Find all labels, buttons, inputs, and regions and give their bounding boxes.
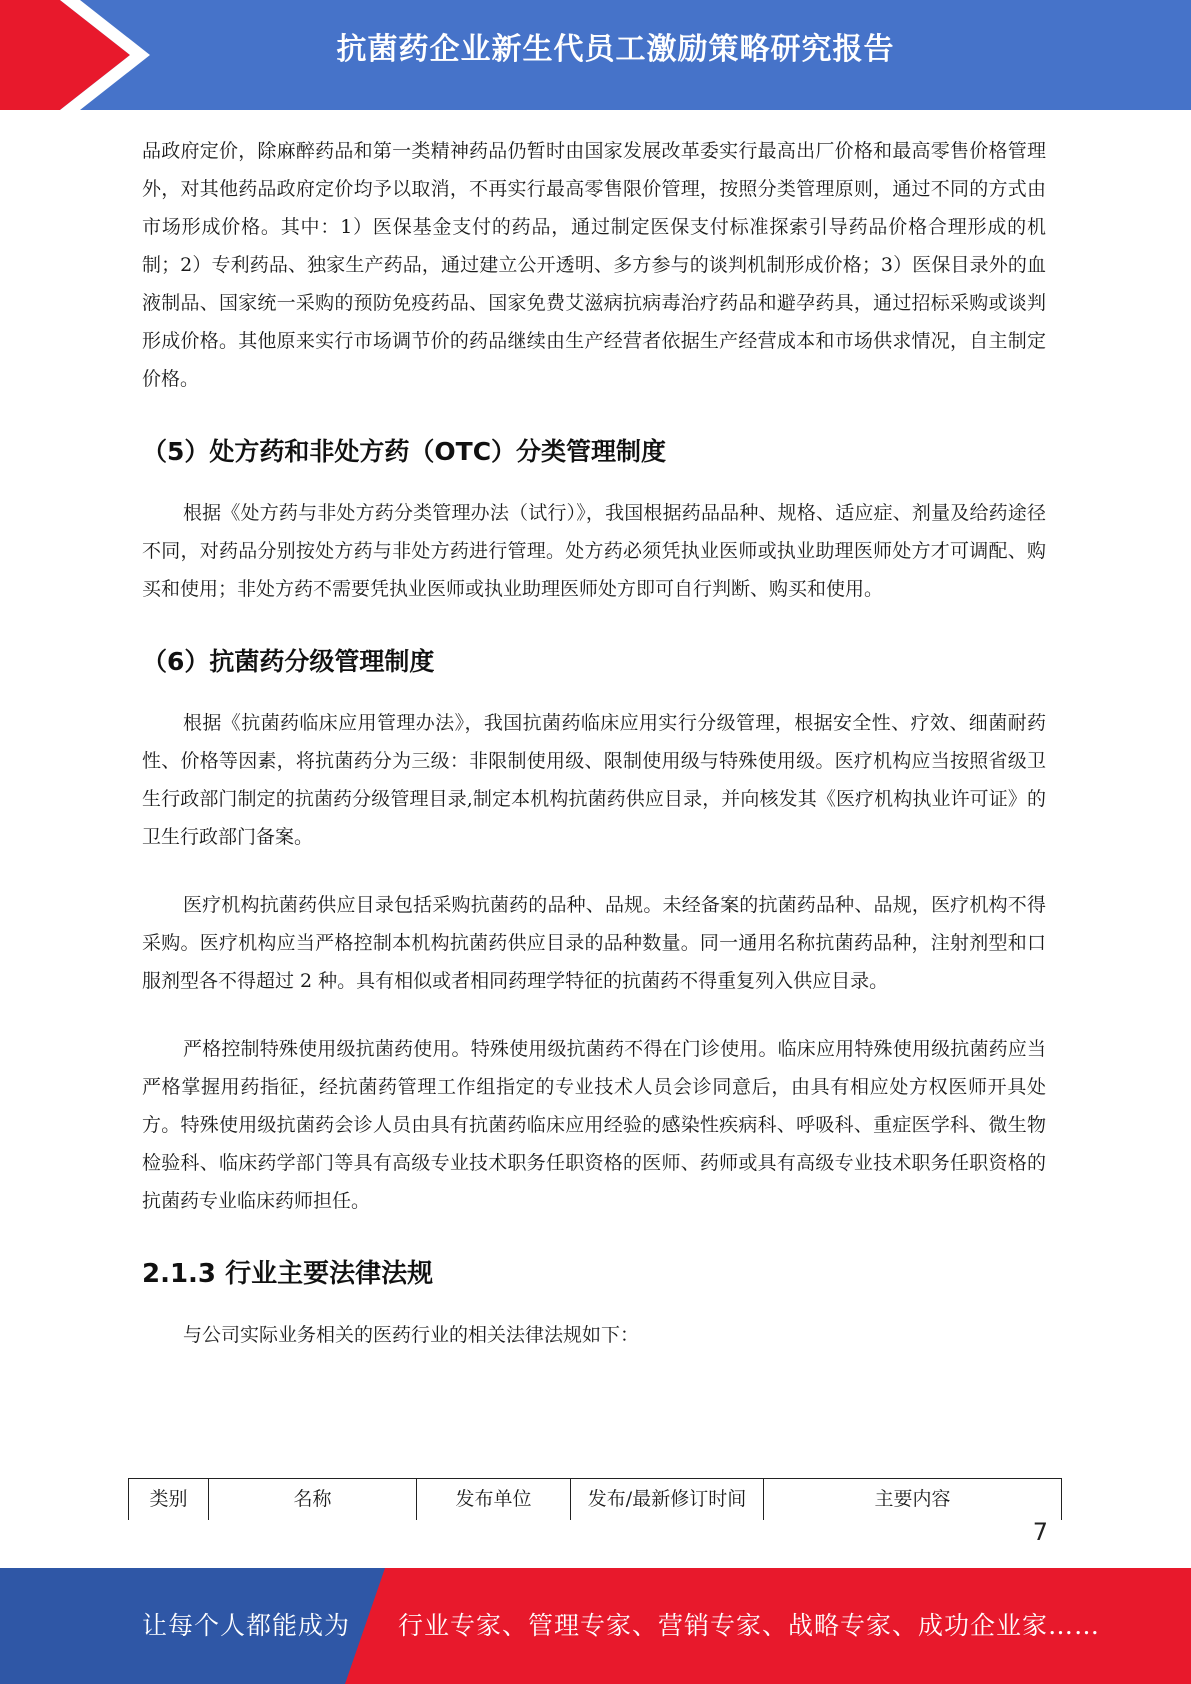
paragraph-laws-intro: 与公司实际业务相关的医药行业的相关法律法规如下： xyxy=(183,1324,640,1346)
paragraph-grading-3: 严格控制特殊使用级抗菌药使用。特殊使用级抗菌药不得在门诊使用。临床应用特殊使用级抗菌药应当严格掌握用药指征，经抗菌药管理工作组指定的专业技术人员会诊同意后，由具有相应处方权医师开具处方。特殊使用级抗菌药会诊人员由具有抗菌药临床应用经验的感染性疾病科、呼吸科、重症医学科、微生物检验科、临床药学部门等具有高级专业技术职务任职资格的医师、药师或具有高级专业技术职务任职资格的抗菌药专业临床药师担任。 xyxy=(142,1038,1046,1212)
footer-slogan-right: 行业专家、管理专家、营销专家、战略专家、成功企业家…… xyxy=(398,1611,1101,1640)
report-title: 抗菌药企业新生代员工激励策略研究报告 xyxy=(336,32,895,67)
paragraph-otc: 根据《处方药与非处方药分类管理办法（试行）》，我国根据药品品种、规格、适应症、剂量及给药途径不同，对药品分别按处方药与非处方药进行管理。处方药必须凭执业医师或执业助理医师处方才可调配、购买和使用；非处方药不需要凭执业医师或执业助理医师处方即可自行判断、购买和使用。 xyxy=(142,502,1046,600)
heading-antibiotic-grading: （6）抗菌药分级管理制度 xyxy=(142,647,435,676)
table-header-name: 名称 xyxy=(209,1479,417,1520)
section-heading-laws: 2.1.3 行业主要法律法规 xyxy=(142,1259,434,1289)
page-footer xyxy=(0,1568,1191,1684)
footer-slogan-left: 让每个人都能成为 xyxy=(142,1611,351,1640)
page-header xyxy=(0,0,1191,110)
table-header-date: 发布/最新修订时间 xyxy=(571,1479,764,1520)
paragraph-grading-1: 根据《抗菌药临床应用管理办法》，我国抗菌药临床应用实行分级管理，根据安全性、疗效、细菌耐药性、价格等因素，将抗菌药分为三级：非限制使用级、限制使用级与特殊使用级。医疗机构应当按照省级卫生行政部门制定的抗菌药分级管理目录,制定本机构抗菌药供应目录，并向核发其《医疗机构执业许可证》的卫生行政部门备案。 xyxy=(142,712,1046,848)
heading-otc-management: （5）处方药和非处方药（OTC）分类管理制度 xyxy=(142,437,667,466)
laws-table-header xyxy=(128,1478,1062,1520)
paragraph-grading-2: 医疗机构抗菌药供应目录包括采购抗菌药的品种、品规。未经备案的抗菌药品种、品规，医疗机构不得采购。医疗机构应当严格控制本机构抗菌药供应目录的品种数量。同一通用名称抗菌药品种，注射剂型和口服剂型各不得超过 2 种。具有相似或者相同药理学特征的抗菌药不得重复列入供应目录。 xyxy=(142,894,1046,992)
paragraph-pricing: 品政府定价，除麻醉药品和第一类精神药品仍暂时由国家发展改革委实行最高出厂价格和最高零售价格管理外，对其他药品政府定价均予以取消，不再实行最高零售限价管理，按照分类管理原则，通过不同的方式由市场形成价格。其中：1）医保基金支付的药品，通过制定医保支付标准探索引导药品价格合理形成的机制；2）专利药品、独家生产药品，通过建立公开透明、多方参与的谈判机制形成价格；3）医保目录外的血液制品、国家统一采购的预防免疫药品、国家免费艾滋病抗病毒治疗药品和避孕药具，通过招标采购或谈判形成价格。其他原来实行市场调节价的药品继续由生产经营者依据生产经营成本和市场供求情况，自主制定价格。 xyxy=(142,140,1046,390)
table-header-issuer: 发布单位 xyxy=(417,1479,571,1520)
table-header-content: 主要内容 xyxy=(874,1488,951,1510)
main-content xyxy=(142,132,1046,1354)
page-number: 7 xyxy=(1032,1518,1048,1546)
table-header-category: 类别 xyxy=(129,1479,209,1520)
